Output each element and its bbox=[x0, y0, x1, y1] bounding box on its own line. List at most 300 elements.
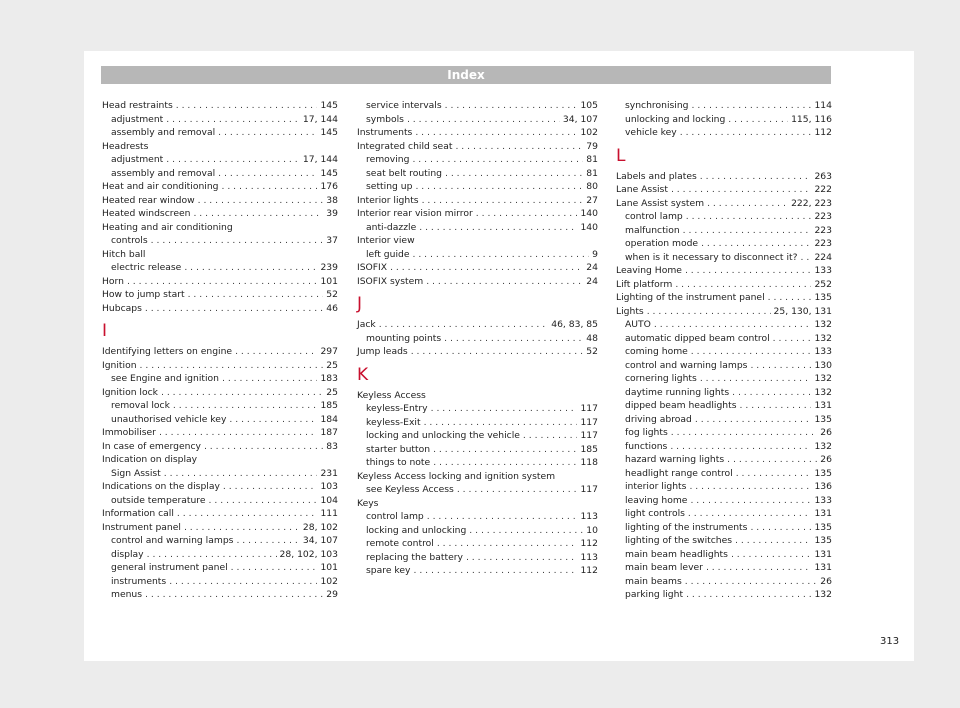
dot-leader bbox=[166, 153, 300, 167]
index-entry bbox=[102, 275, 338, 289]
entry-term: operation mode bbox=[625, 238, 699, 249]
index-subentry bbox=[102, 588, 338, 602]
index-heading: Indication on display bbox=[102, 454, 198, 465]
entry-term: menus bbox=[111, 589, 143, 600]
index-entry bbox=[357, 126, 598, 140]
entry-term: Information call bbox=[102, 508, 174, 519]
entry-page-ref: 26 bbox=[820, 427, 832, 438]
entry-page-ref: 117 bbox=[580, 403, 598, 414]
entry-term: driving abroad bbox=[625, 413, 692, 425]
dot-leader bbox=[707, 197, 788, 211]
entry-term: lighting of the switches bbox=[625, 535, 733, 546]
index-subentry bbox=[102, 113, 338, 127]
entry-term: Identifying letters on engine bbox=[102, 346, 233, 357]
entry-page-ref: 297 bbox=[320, 346, 338, 357]
dot-leader bbox=[731, 548, 812, 562]
entry-page-ref: 34, 107 bbox=[302, 535, 338, 546]
entry-page-ref: 117 bbox=[580, 416, 598, 428]
dot-leader bbox=[773, 332, 812, 346]
entry-term: headlight range control bbox=[625, 467, 733, 479]
dot-leader bbox=[166, 113, 300, 127]
entry-page-ref: 25 bbox=[326, 359, 338, 371]
index-heading: Hitch ball bbox=[102, 248, 146, 260]
entry-term: Ignition bbox=[102, 359, 137, 371]
entry-page-ref: 140 bbox=[580, 208, 598, 219]
dot-leader bbox=[685, 264, 812, 278]
index-entry bbox=[102, 386, 338, 400]
entry-term: Hubcaps bbox=[102, 302, 142, 314]
entry-page-ref: 140 bbox=[580, 221, 598, 233]
index-subentry bbox=[102, 372, 338, 386]
entry-page-ref: 112 bbox=[580, 565, 598, 576]
entry-page-ref: 185 bbox=[580, 443, 598, 455]
entry-term: ISOFIX bbox=[357, 262, 388, 273]
entry-term: Sign Assist bbox=[111, 467, 161, 479]
entry-page-ref: 114 bbox=[814, 100, 832, 111]
index-entry bbox=[357, 318, 598, 332]
index-entry bbox=[357, 140, 598, 154]
entry-page-ref: 136 bbox=[814, 481, 832, 492]
entry-page-ref: 263 bbox=[814, 170, 832, 182]
entry-term: symbols bbox=[366, 113, 404, 125]
entry-term: light controls bbox=[625, 508, 685, 519]
dot-leader bbox=[444, 332, 583, 346]
entry-page-ref: 26 bbox=[820, 575, 832, 587]
dot-leader bbox=[445, 167, 583, 181]
entry-page-ref: 24 bbox=[586, 275, 598, 287]
entry-page-ref: 133 bbox=[814, 346, 832, 357]
dot-leader bbox=[235, 345, 317, 359]
entry-term: Instrument panel bbox=[102, 521, 181, 533]
index-subentry bbox=[616, 467, 832, 481]
dot-leader bbox=[700, 372, 812, 386]
entry-term: daytime running lights bbox=[625, 386, 730, 398]
index-subentry bbox=[357, 537, 598, 551]
index-entry bbox=[616, 197, 832, 211]
index-entry bbox=[102, 359, 338, 373]
entry-page-ref: 104 bbox=[320, 494, 338, 506]
entry-term: Heated rear window bbox=[102, 194, 195, 206]
entry-term: service intervals bbox=[366, 100, 442, 111]
entry-term: Head restraints bbox=[102, 100, 173, 111]
entry-page-ref: 133 bbox=[814, 494, 832, 506]
entry-page-ref: 252 bbox=[814, 278, 832, 290]
entry-page-ref: 115, 116 bbox=[791, 113, 832, 125]
entry-term: Instruments bbox=[357, 127, 413, 138]
index-subentry bbox=[616, 113, 832, 127]
dot-leader bbox=[750, 521, 811, 535]
index-subentry bbox=[102, 534, 338, 548]
dot-leader bbox=[173, 399, 318, 413]
section-letter: K bbox=[357, 364, 369, 385]
dot-leader bbox=[476, 207, 578, 221]
index-entry bbox=[357, 194, 598, 208]
entry-page-ref: 185 bbox=[320, 400, 338, 411]
entry-term: see Engine and ignition bbox=[111, 373, 219, 384]
dot-leader bbox=[204, 440, 323, 454]
entry-page-ref: 52 bbox=[586, 346, 598, 357]
entry-term: leaving home bbox=[625, 494, 688, 506]
entry-term: synchronising bbox=[625, 100, 689, 111]
index-subentry bbox=[616, 126, 832, 140]
dot-leader bbox=[411, 345, 584, 359]
entry-term: anti-dazzle bbox=[366, 221, 417, 233]
dot-leader bbox=[229, 413, 317, 427]
entry-term: Interior rear vision mirror bbox=[357, 208, 473, 219]
index-subentry bbox=[357, 402, 598, 416]
dot-leader bbox=[685, 575, 818, 589]
entry-page-ref: 17, 144 bbox=[302, 113, 338, 125]
entry-page-ref: 101 bbox=[320, 562, 338, 573]
index-subentry bbox=[616, 224, 832, 238]
entry-term: Lane Assist bbox=[616, 184, 668, 195]
entry-term: assembly and removal bbox=[111, 127, 216, 138]
dot-leader bbox=[415, 180, 583, 194]
entry-page-ref: 27 bbox=[586, 194, 598, 206]
entry-page-ref: 105 bbox=[580, 100, 598, 111]
dot-leader bbox=[379, 318, 549, 332]
entry-term: instruments bbox=[111, 575, 167, 587]
index-column-1 bbox=[102, 99, 338, 602]
index-subentry bbox=[616, 318, 832, 332]
entry-page-ref: 38 bbox=[326, 194, 338, 206]
dot-leader bbox=[706, 561, 812, 575]
entry-page-ref: 46 bbox=[326, 302, 338, 314]
dot-leader bbox=[164, 467, 318, 481]
entry-term: functions bbox=[625, 440, 668, 452]
entry-page-ref: 133 bbox=[814, 265, 832, 276]
index-subentry bbox=[616, 413, 832, 427]
index-heading: Keys bbox=[357, 497, 379, 509]
entry-page-ref: 25, 130, 131 bbox=[773, 305, 832, 317]
dot-leader bbox=[427, 510, 578, 524]
dot-leader bbox=[466, 551, 578, 565]
dot-leader bbox=[433, 443, 577, 457]
dot-leader bbox=[683, 224, 812, 238]
entry-term: Labels and plates bbox=[616, 170, 697, 182]
entry-term: Lighting of the instrument panel bbox=[616, 292, 765, 303]
entry-term: Jump leads bbox=[357, 346, 408, 357]
entry-term: control and warning lamps bbox=[625, 359, 748, 371]
index-subentry bbox=[102, 467, 338, 481]
dot-leader bbox=[700, 170, 812, 184]
entry-term: parking light bbox=[625, 589, 684, 600]
index-subentry bbox=[357, 332, 598, 346]
entry-page-ref: 231 bbox=[320, 467, 338, 479]
index-subentry bbox=[357, 524, 598, 538]
index-subentry bbox=[357, 456, 598, 470]
entry-term: ISOFIX system bbox=[357, 275, 424, 287]
entry-page-ref: 80 bbox=[586, 181, 598, 192]
dot-leader bbox=[691, 345, 812, 359]
index-subentry bbox=[616, 588, 832, 602]
entry-page-ref: 102 bbox=[580, 127, 598, 138]
dot-leader bbox=[161, 386, 323, 400]
entry-page-ref: 145 bbox=[320, 127, 338, 138]
index-subentry bbox=[616, 575, 832, 589]
index-subentry bbox=[616, 453, 832, 467]
entry-page-ref: 135 bbox=[814, 467, 832, 479]
index-subentry bbox=[357, 248, 598, 262]
index-entry bbox=[102, 507, 338, 521]
index-entry bbox=[102, 288, 338, 302]
entry-term: fog lights bbox=[625, 427, 668, 438]
entry-page-ref: 28, 102 bbox=[302, 521, 338, 533]
dot-leader bbox=[686, 588, 811, 602]
entry-page-ref: 113 bbox=[580, 511, 598, 522]
entry-term: starter button bbox=[366, 443, 431, 455]
dot-leader bbox=[424, 416, 578, 430]
entry-term: unauthorised vehicle key bbox=[111, 413, 227, 425]
dot-leader bbox=[218, 126, 317, 140]
entry-term: cornering lights bbox=[625, 373, 697, 384]
dot-leader bbox=[654, 318, 812, 332]
index-heading: Heating and air conditioning bbox=[102, 221, 233, 233]
entry-page-ref: 37 bbox=[326, 235, 338, 246]
index-subentry bbox=[357, 167, 598, 181]
dot-leader bbox=[437, 537, 578, 551]
entry-term: Interior lights bbox=[357, 194, 419, 206]
index-entry bbox=[102, 440, 338, 454]
entry-page-ref: 39 bbox=[326, 208, 338, 219]
index-subentry bbox=[616, 386, 832, 400]
index-entry bbox=[102, 207, 338, 221]
entry-page-ref: 239 bbox=[320, 262, 338, 273]
entry-page-ref: 135 bbox=[814, 292, 832, 303]
index-subentry bbox=[616, 359, 832, 373]
dot-leader bbox=[188, 288, 324, 302]
dot-leader bbox=[145, 302, 323, 316]
index-subentry bbox=[102, 494, 338, 508]
entry-term: keyless-Entry bbox=[366, 403, 428, 414]
dot-leader bbox=[686, 210, 812, 224]
dot-leader bbox=[223, 480, 318, 494]
entry-page-ref: 135 bbox=[814, 413, 832, 425]
entry-page-ref: 223 bbox=[814, 238, 832, 249]
entry-page-ref: 131 bbox=[814, 508, 832, 519]
index-heading: Keyless Access locking and ignition system bbox=[357, 470, 556, 482]
entry-term: interior lights bbox=[625, 481, 687, 492]
entry-term: How to jump start bbox=[102, 289, 185, 300]
dot-leader bbox=[431, 402, 578, 416]
dot-leader bbox=[159, 426, 318, 440]
index-subentry bbox=[357, 99, 598, 113]
entry-page-ref: 10 bbox=[586, 524, 598, 536]
dot-leader bbox=[695, 413, 812, 427]
dot-leader bbox=[740, 399, 812, 413]
entry-term: coming home bbox=[625, 346, 688, 357]
entry-term: remote control bbox=[366, 538, 434, 549]
entry-page-ref: 29 bbox=[326, 589, 338, 600]
dot-leader bbox=[218, 167, 317, 181]
entry-page-ref: 222 bbox=[814, 184, 832, 195]
dot-leader bbox=[670, 440, 811, 454]
entry-term: locking and unlocking the vehicle bbox=[366, 430, 520, 441]
entry-term: adjustment bbox=[111, 154, 164, 165]
index-entry bbox=[102, 426, 338, 440]
index-subentry bbox=[616, 507, 832, 521]
index-heading: Headrests bbox=[102, 140, 149, 152]
dot-leader bbox=[147, 548, 277, 562]
entry-page-ref: 184 bbox=[320, 413, 338, 425]
dot-leader bbox=[422, 194, 584, 208]
index-subentry bbox=[102, 575, 338, 589]
index-subentry bbox=[357, 510, 598, 524]
entry-page-ref: 81 bbox=[586, 154, 598, 165]
dot-leader bbox=[523, 429, 578, 443]
entry-page-ref: 131 bbox=[814, 400, 832, 411]
entry-term: controls bbox=[111, 235, 148, 246]
dot-leader bbox=[169, 575, 317, 589]
index-subentry bbox=[357, 429, 598, 443]
dot-leader bbox=[768, 291, 812, 305]
entry-page-ref: 111 bbox=[320, 508, 338, 519]
dot-leader bbox=[735, 534, 811, 548]
dot-leader bbox=[689, 480, 811, 494]
entry-term: assembly and removal bbox=[111, 167, 216, 179]
index-subentry bbox=[357, 180, 598, 194]
index-entry bbox=[357, 261, 598, 275]
entry-term: spare key bbox=[366, 565, 411, 576]
index-entry bbox=[616, 278, 832, 292]
index-subentry bbox=[102, 399, 338, 413]
index-subentry bbox=[357, 113, 598, 127]
entry-term: removing bbox=[366, 154, 410, 165]
entry-term: Integrated child seat bbox=[357, 140, 453, 152]
index-entry bbox=[102, 99, 338, 113]
entry-term: Ignition lock bbox=[102, 386, 158, 398]
index-entry bbox=[357, 207, 598, 221]
index-entry bbox=[102, 180, 338, 194]
dot-leader bbox=[184, 521, 300, 535]
index-subentry bbox=[616, 534, 832, 548]
dot-leader bbox=[222, 372, 317, 386]
index-subentry bbox=[102, 153, 338, 167]
index-subentry bbox=[102, 548, 338, 562]
entry-page-ref: 24 bbox=[586, 262, 598, 273]
dot-leader bbox=[688, 507, 812, 521]
entry-term: control and warning lamps bbox=[111, 535, 234, 546]
entry-term: when is it necessary to disconnect it? bbox=[625, 251, 798, 263]
dot-leader bbox=[647, 305, 771, 319]
dot-leader bbox=[184, 261, 317, 275]
dot-leader bbox=[692, 99, 812, 113]
entry-page-ref: 183 bbox=[320, 373, 338, 384]
entry-page-ref: 117 bbox=[580, 430, 598, 441]
entry-term: main beam headlights bbox=[625, 548, 728, 560]
index-subentry bbox=[357, 153, 598, 167]
dot-leader bbox=[671, 426, 818, 440]
entry-term: hazard warning lights bbox=[625, 454, 725, 465]
entry-page-ref: 25 bbox=[326, 386, 338, 398]
index-subentry bbox=[357, 416, 598, 430]
entry-page-ref: 132 bbox=[814, 319, 832, 330]
entry-page-ref: 9 bbox=[592, 248, 598, 260]
entry-page-ref: 187 bbox=[320, 427, 338, 438]
index-heading: Keyless Access bbox=[357, 389, 426, 401]
entry-page-ref: 83 bbox=[326, 440, 338, 452]
dot-leader bbox=[445, 99, 578, 113]
entry-term: vehicle key bbox=[625, 127, 677, 138]
entry-term: main beam lever bbox=[625, 562, 703, 573]
dot-leader bbox=[209, 494, 318, 508]
index-subentry bbox=[102, 413, 338, 427]
dot-leader bbox=[426, 275, 583, 289]
entry-page-ref: 222, 223 bbox=[791, 197, 832, 209]
entry-page-ref: 145 bbox=[320, 100, 338, 111]
index-entry bbox=[616, 170, 832, 184]
entry-page-ref: 81 bbox=[586, 167, 598, 179]
entry-term: outside temperature bbox=[111, 494, 206, 506]
entry-term: see Keyless Access bbox=[366, 484, 454, 495]
index-subentry bbox=[357, 221, 598, 235]
dot-leader bbox=[140, 359, 324, 373]
dot-leader bbox=[800, 251, 811, 265]
index-subentry bbox=[616, 426, 832, 440]
index-subentry bbox=[616, 251, 832, 265]
index-subentry bbox=[357, 483, 598, 497]
dot-leader bbox=[127, 275, 317, 289]
dot-leader bbox=[198, 194, 324, 208]
index-column-3 bbox=[616, 99, 832, 602]
entry-page-ref: 52 bbox=[326, 289, 338, 300]
entry-term: malfunction bbox=[625, 224, 680, 236]
index-entry bbox=[102, 345, 338, 359]
page-number: 313 bbox=[880, 636, 900, 647]
dot-leader bbox=[407, 113, 560, 127]
entry-page-ref: 131 bbox=[814, 562, 832, 573]
index-entry bbox=[616, 183, 832, 197]
index-subentry bbox=[102, 561, 338, 575]
entry-term: things to note bbox=[366, 457, 431, 468]
entry-page-ref: 48 bbox=[586, 332, 598, 344]
index-entry bbox=[102, 302, 338, 316]
dot-leader bbox=[433, 456, 577, 470]
dot-leader bbox=[177, 507, 318, 521]
entry-page-ref: 132 bbox=[814, 440, 832, 452]
index-subentry bbox=[357, 551, 598, 565]
index-entry bbox=[357, 345, 598, 359]
index-subentry bbox=[616, 372, 832, 386]
index-subentry bbox=[616, 345, 832, 359]
index-subentry bbox=[102, 234, 338, 248]
entry-page-ref: 34, 107 bbox=[562, 113, 598, 125]
entry-term: locking and unlocking bbox=[366, 524, 467, 536]
dot-leader bbox=[675, 278, 811, 292]
dot-leader bbox=[413, 564, 577, 578]
index-entry bbox=[616, 305, 832, 319]
entry-page-ref: 223 bbox=[814, 211, 832, 222]
entry-page-ref: 132 bbox=[814, 332, 832, 344]
entry-term: Jack bbox=[357, 319, 376, 330]
dot-leader bbox=[680, 126, 812, 140]
entry-page-ref: 223 bbox=[814, 224, 832, 236]
index-subentry bbox=[616, 210, 832, 224]
index-column-2 bbox=[357, 99, 598, 578]
entry-page-ref: 132 bbox=[814, 373, 832, 384]
entry-page-ref: 117 bbox=[580, 484, 598, 495]
entry-term: control lamp bbox=[625, 211, 683, 222]
entry-page-ref: 26 bbox=[820, 454, 832, 465]
entry-term: AUTO bbox=[625, 319, 651, 330]
section-letter: I bbox=[102, 321, 108, 341]
entry-page-ref: 132 bbox=[814, 589, 832, 600]
entry-page-ref: 28, 102, 103 bbox=[279, 548, 338, 560]
entry-term: Lights bbox=[616, 305, 644, 317]
entry-page-ref: 176 bbox=[320, 181, 338, 192]
index-entry bbox=[616, 291, 832, 305]
dot-leader bbox=[151, 234, 324, 248]
